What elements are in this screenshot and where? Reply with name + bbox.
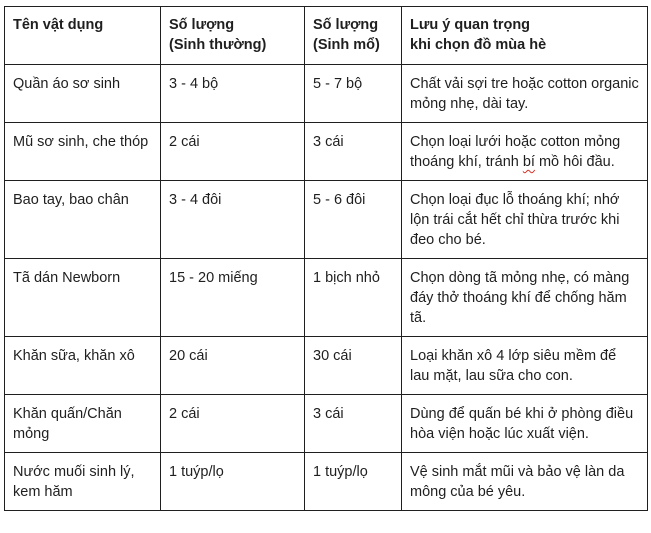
item-name-cell: Khăn sữa, khăn xô	[5, 337, 161, 395]
table-row	[5, 65, 648, 123]
qty-normal-cell: 20 cái	[161, 337, 305, 395]
note-text: Vệ sinh mắt mũi và bảo vệ làn da mông của bé yêu.	[410, 464, 625, 500]
table-row	[5, 453, 648, 511]
item-name-cell: Mũ sơ sinh, che thóp	[5, 123, 161, 181]
qty-csection-cell: 1 tuýp/lọ	[305, 453, 402, 511]
note-text: Chọn loại lưới hoặc cotton mỏng thoáng khí, tránh	[410, 134, 621, 170]
qty-csection-cell: 1 bịch nhỏ	[305, 259, 402, 337]
table-container	[4, 6, 647, 511]
qty-normal-cell: 3 - 4 bộ	[161, 65, 305, 123]
note-text-continued: mồ hôi đầu.	[534, 154, 615, 170]
note-text: Chọn dòng tã mỏng nhẹ, có màng đáy thở thoáng khí để chống hăm tã.	[410, 270, 630, 326]
baby-items-table	[4, 6, 648, 511]
item-name-cell: Khăn quấn/Chăn mỏng	[5, 395, 161, 453]
table-row	[5, 395, 648, 453]
item-name-cell: Nước muối sinh lý, kem hăm	[5, 453, 161, 511]
item-name-cell: Quần áo sơ sinh	[5, 65, 161, 123]
summer-note-cell	[402, 181, 648, 259]
qty-normal-cell: 3 - 4 đôi	[161, 181, 305, 259]
item-name-cell: Bao tay, bao chân	[5, 181, 161, 259]
summer-note-cell	[402, 65, 648, 123]
item-name-cell: Tã dán Newborn	[5, 259, 161, 337]
table-row	[5, 337, 648, 395]
header-summer-notes: Lưu ý quan trọng khi chọn đồ mùa hè	[402, 7, 648, 65]
qty-normal-cell: 2 cái	[161, 395, 305, 453]
table-row	[5, 123, 648, 181]
table-row	[5, 181, 648, 259]
qty-csection-cell: 3 cái	[305, 123, 402, 181]
qty-csection-cell: 5 - 6 đôi	[305, 181, 402, 259]
summer-note-cell	[402, 395, 648, 453]
summer-note-cell	[402, 259, 648, 337]
note-text: Chọn loại đục lỗ thoáng khí; nhớ lộn trái cắt hết chỉ thừa trước khi đeo cho bé.	[410, 192, 620, 248]
header-qty-normal: Số lượng (Sinh thường)	[161, 7, 305, 65]
note-text: Dùng để quấn bé khi ở phòng điều hòa viện hoặc lúc xuất viện.	[410, 406, 634, 442]
qty-csection-cell: 3 cái	[305, 395, 402, 453]
header-item-name: Tên vật dụng	[5, 7, 161, 65]
summer-note-cell	[402, 453, 648, 511]
qty-csection-cell: 5 - 7 bộ	[305, 65, 402, 123]
note-text: Loại khăn xô 4 lớp siêu mềm để lau mặt, lau sữa cho con.	[410, 348, 617, 384]
note-text: Chất vải sợi tre hoặc cotton organic mỏng nhẹ, dài tay.	[410, 76, 639, 112]
qty-normal-cell: 15 - 20 miếng	[161, 259, 305, 337]
spellcheck-flagged-word: bí	[522, 154, 535, 170]
summer-note-cell	[402, 337, 648, 395]
qty-normal-cell: 2 cái	[161, 123, 305, 181]
qty-normal-cell: 1 tuýp/lọ	[161, 453, 305, 511]
header-qty-csection: Số lượng (Sinh mổ)	[305, 7, 402, 65]
table-header-row	[5, 7, 648, 65]
qty-csection-cell: 30 cái	[305, 337, 402, 395]
summer-note-cell	[402, 123, 648, 181]
table-row	[5, 259, 648, 337]
